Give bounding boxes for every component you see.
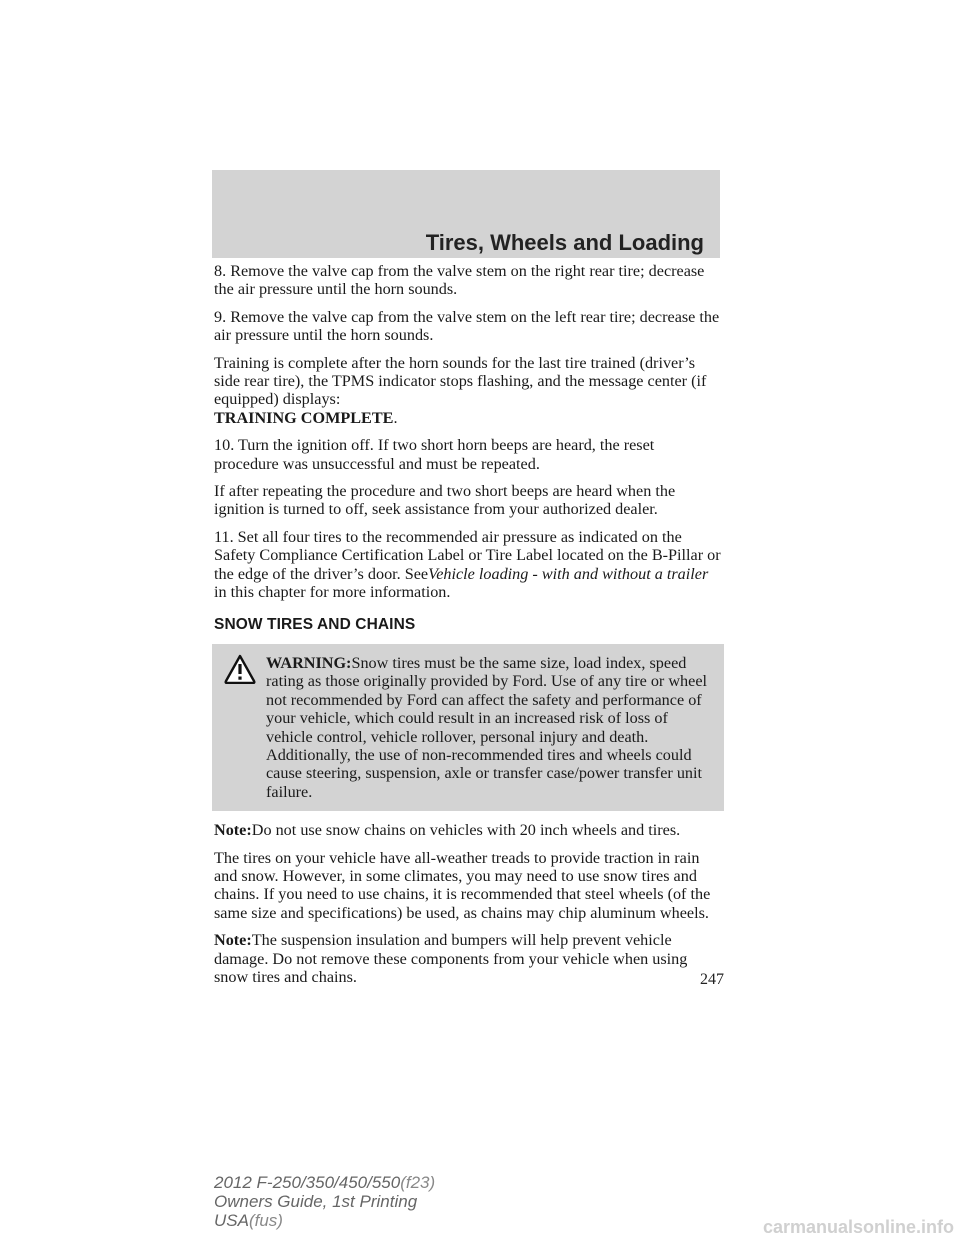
chapter-header-band xyxy=(212,170,720,258)
step-11-text: 11. Set all four tires to the recommended air pressure as indicated on the Safety Compliance Certification Label or Tire Label located on the B-Pillar or the edge of the driver’s door. See xyxy=(214,527,721,583)
note-label: Note: xyxy=(214,931,252,950)
page-content xyxy=(214,262,722,995)
note-body: Do not use snow chains on vehicles with 20 inch wheels and tires. xyxy=(251,821,681,840)
step-9: 9. Remove the valve cap from the valve stem on the left rear tire; decrease the air pressure until the horn sounds. xyxy=(214,307,720,345)
chapter-title: Tires, Wheels and Loading xyxy=(425,230,704,255)
step-10: 10. Turn the ignition off. If two short horn beeps are heard, the reset procedure was unsuccessful and must be repeated. xyxy=(214,436,655,473)
warning-label: WARNING: xyxy=(266,653,352,672)
note-label: Note: xyxy=(214,821,252,840)
footer-market: USA xyxy=(214,1211,249,1230)
footer-market-code: (fus) xyxy=(248,1211,283,1230)
note-suspension xyxy=(214,931,722,986)
training-paragraph: Training is complete after the horn sounds for the last tire trained (driver’s side rear tire), the TPMS indicator stops flashing, and the message center (if equipped) displays: xyxy=(214,353,707,409)
watermark: carmanualsonline.info xyxy=(762,1217,954,1237)
training-message-line xyxy=(214,409,722,427)
repeat-note: If after repeating the procedure and two short beeps are heard when the ignition is turned to off, seek assistance from your authorized dealer. xyxy=(214,482,676,519)
training-period: . xyxy=(393,408,398,427)
document-footer xyxy=(214,1173,435,1230)
step-8: 8. Remove the valve cap from the valve stem on the right rear tire; decrease the air pressure until the horn sounds. xyxy=(214,262,705,299)
all-weather-paragraph: The tires on your vehicle have all-weather treads to provide traction in rain and snow. However, in some climates, you may need to use snow tires and chains. If you need to use chains, it is recommended that steel wheels (of the same size and specifications) be used, as chains may chip aluminum wheels. xyxy=(214,848,711,922)
warning-text xyxy=(218,654,716,801)
section-heading-snow-tires: SNOW TIRES AND CHAINS xyxy=(214,615,416,633)
step-11-tail: in this chapter for more information. xyxy=(214,583,451,602)
warning-triangle-icon xyxy=(224,654,256,684)
note-snow-chains xyxy=(214,821,722,839)
note-body: The suspension insulation and bumpers will help prevent vehicle damage. Do not remove these components from your vehicle when using snow tires and chains. xyxy=(214,931,688,986)
warning-box xyxy=(212,644,724,811)
warning-body: Snow tires must be the same size, load index, speed rating as those originally provided by Ford. Use of any tire or wheel not recommended by Ford can affect the safety and performance of your vehicle, which could result in an increased risk of loss of vehicle control, vehicle rollover, personal injury and death. Additionally, the use of non-recommended tires and wheels could cause steering, suspension, axle or transfer case/power transfer unit failure. xyxy=(266,653,708,801)
footer-line-2: Owners Guide, 1st Printing xyxy=(214,1192,418,1211)
training-complete-message: TRAINING COMPLETE xyxy=(214,408,394,427)
footer-line-3 xyxy=(214,1211,435,1230)
vehicle-loading-reference: Vehicle loading - with and without a trailer xyxy=(428,564,709,583)
step-11 xyxy=(214,528,722,602)
footer-model: 2012 F-250/350/450/550 xyxy=(214,1173,401,1192)
page-number: 247 xyxy=(700,971,724,988)
footer-model-code: (f23) xyxy=(400,1173,436,1192)
footer-line-1 xyxy=(214,1173,435,1192)
